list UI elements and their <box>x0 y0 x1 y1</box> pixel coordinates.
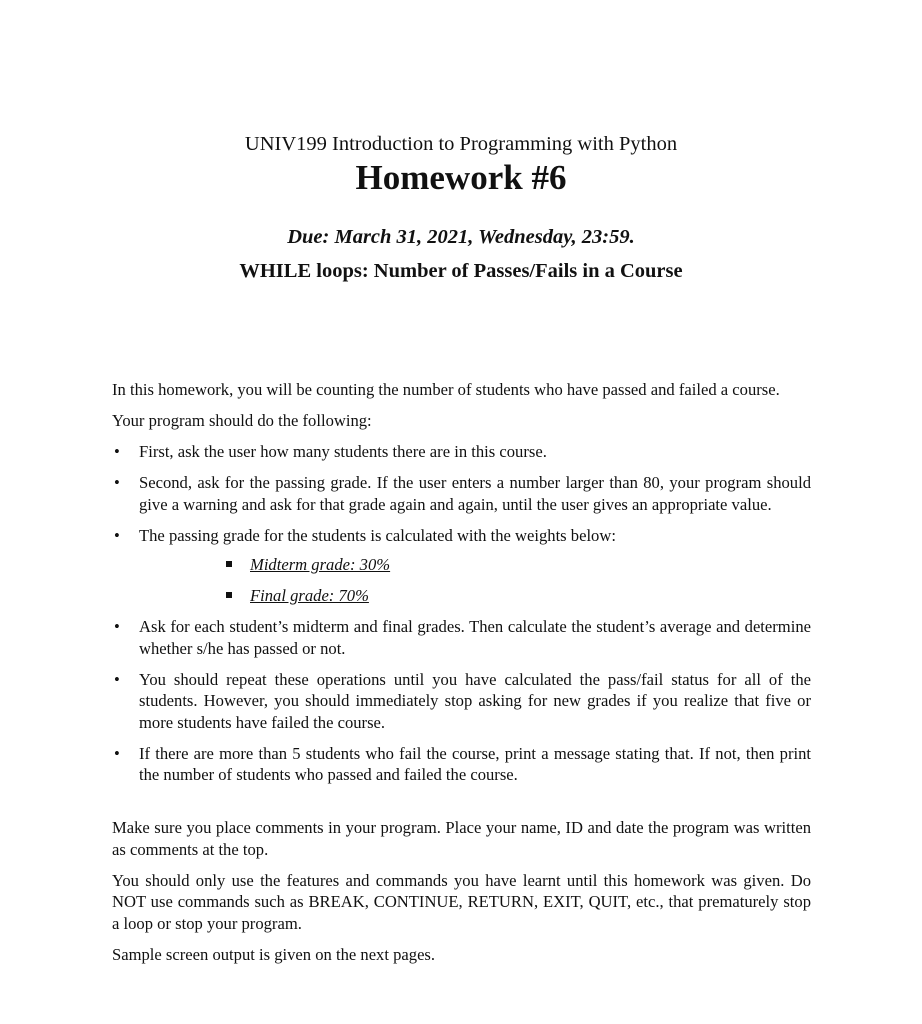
square-bullet-icon <box>226 592 232 598</box>
list-item-text: You should repeat these operations until you have calculated the pass/fail status for all of the students. However, you should immediately stop asking for new grades if you realize that five or more students have failed the course. <box>139 669 811 732</box>
requirements-list <box>112 441 811 786</box>
course-name: UNIV199 Introduction to Programming with Python <box>244 133 678 155</box>
bullet-icon: • <box>114 525 120 545</box>
restrictions-paragraph: You should only use the features and commands you have learnt until this homework was given. Do NOT use commands such as BREAK, CONTINUE, RETURN, EXIT, QUIT, etc., that prematurely stop a loop or stop your program. <box>112 870 811 933</box>
bullet-icon: • <box>114 669 120 689</box>
weight-item <box>139 585 811 607</box>
bullet-icon: • <box>114 743 120 763</box>
bullet-icon: • <box>114 442 120 461</box>
bullet-icon: • <box>114 617 120 636</box>
list-item <box>112 743 811 786</box>
weight-text: Final grade: 70% <box>250 586 369 605</box>
list-item <box>112 472 811 515</box>
document-body <box>112 379 811 975</box>
sample-output-paragraph: Sample screen output is given on the next pages. <box>112 944 436 964</box>
lead-paragraph: Your program should do the following: <box>112 411 372 430</box>
list-item <box>112 616 811 659</box>
intro-paragraph: In this homework, you will be counting the number of students who have passed and failed a course. <box>112 380 780 399</box>
spacer <box>112 795 811 817</box>
weights-list <box>139 554 811 607</box>
list-item-text: Ask for each student’s midterm and final grades. Then calculate the student’s average and determine whether s/he has passed or not. <box>139 617 811 658</box>
homework-title: Homework #6 <box>355 158 567 197</box>
list-item-text: If there are more than 5 students who fail the course, print a message stating that. If not, then print the number of students who passed and failed the course. <box>139 743 811 784</box>
homework-subtitle: WHILE loops: Number of Passes/Fails in a Course <box>239 260 683 282</box>
list-item-text: First, ask the user how many students there are in this course. <box>139 442 547 461</box>
comments-paragraph: Make sure you place comments in your program. Place your name, ID and date the program was written as comments at the top. <box>112 818 811 859</box>
list-item <box>112 441 811 463</box>
due-date: Due: March 31, 2021, Wednesday, 23:59. <box>287 226 635 248</box>
bullet-icon: • <box>114 473 120 492</box>
square-bullet-icon <box>226 561 232 567</box>
list-item-text: Second, ask for the passing grade. If the user enters a number larger than 80, your program should give a warning and ask for that grade again and again, until the user gives an appropriate value. <box>139 473 811 514</box>
weight-text: Midterm grade: 30% <box>250 555 391 574</box>
list-item <box>112 669 811 734</box>
weight-item <box>139 554 811 576</box>
list-item-text: The passing grade for the students is calculated with the weights below: <box>139 525 616 545</box>
list-item <box>112 525 811 607</box>
